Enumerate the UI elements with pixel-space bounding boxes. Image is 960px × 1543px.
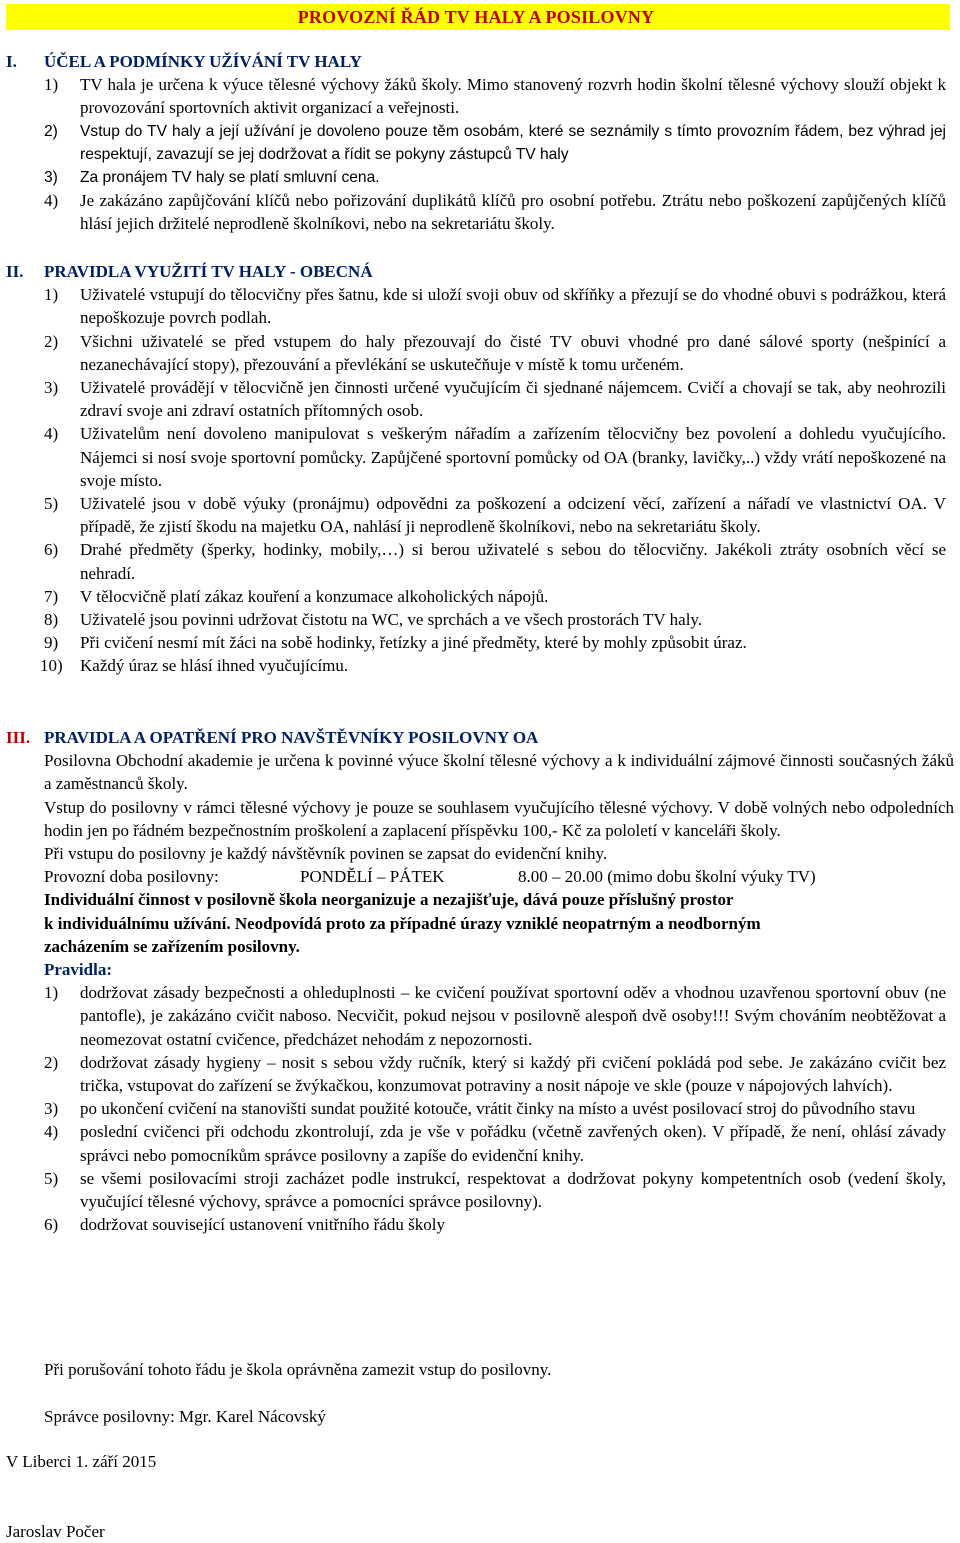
list-item: 1) TV hala je určena k výuce tělesné výchovy žáků školy. Mimo stanovený rozvrh hodin školní tělesné výchovy slouží objekt k provozování sportovních aktivit organizací a veřejnosti. [44,75,946,118]
place-date: V Liberci 1. září 2015 [6,1452,157,1471]
list-item: 3) po ukončení cvičení na stanovišti sundat použité kotouče, vrátit činky na místo a uvést posilovací stroj do původního stavu [44,1099,916,1119]
notice-line: Individuální činnost v posilovně škola neorganizuje a nezajišťuje, dává pouze příslušný prostor [44,890,734,910]
list-item: 3) Za pronájem TV haly se platí smluvní cena. [44,169,380,187]
list-item: 5) se všemi posilovacími stroji zacházet podle instrukcí, respektovat a dodržovat pokyny kompetentních osob (vedení školy, vyučující tělesné výchovy, správce a pomocníci správce posilovny). [44,1168,946,1212]
list-item: 8) Uživatelé jsou povinni udržovat čistotu na WC, ve sprchách a ve všech prostorách TV haly. [44,610,703,630]
list-item: 2) Vstup do TV haly a její užívání je dovoleno pouze těm osobám, které se seznámily s tímto provozním řádem, bez výhrad jej respektují, zavazují se jej dodržovat a řídit se pokyny zástupců TV haly [44,122,946,163]
list-item: 10) Každý úraz se hlásí ihned vyučujícímu. [40,656,349,676]
paragraph: Posilovna Obchodní akademie je určena k povinné výuce školní tělesné výchovy a k individuální zájmové činnosti současných žáků a zaměstnanců školy. [44,751,954,794]
list-item: 1) Uživatelé vstupují do tělocvičny přes šatnu, kde si uloží svoji obuv od skříňky a přezují se do vhodné obuvi s podrážkou, která nepoškozuje povrch podlah. [44,285,946,328]
violation-note: Při porušování tohoto řádu je škola oprávněna zamezit vstup do posilovny. [44,1360,552,1379]
list-item: 6) dodržovat související ustanovení vnitřního řádu školy [44,1215,445,1235]
rules-heading: Pravidla: [44,960,112,980]
notice-line: k individuálnímu užívání. Neodpovídá proto za případné úrazy vzniklé neopatrným a neodborným [44,913,761,933]
posilovna-admin: Správce posilovny: Mgr. Karel Nácovský [44,1407,326,1426]
list-item: 4) Uživatelům není dovoleno manipulovat s veškerým nářadím a zařízením tělocvičny bez povolení a dohledu vyučujícího. Nájemci si nosí svoje sportovní pomůcky. Zapůjčené sportovní pomůcky od OA (branky, lavičky,..) vždy vrátí nepoškozené na svoje místo. [44,424,946,490]
list-item: 9) Při cvičení nesmí mít žáci na sobě hodinky, řetízky a jiné předměty, které by mohly způsobit úraz. [44,633,747,653]
list-item: 5) Uživatelé jsou v době výuky (pronájmu) odpovědni za poškození a odcizení věcí, zařízení a nářadí ve vlastnictví OA. V případě, že zjistí škodu na majetku OA, nahlásí ji neprodleně školníkovi, nebo na sekretariátu školy. [44,494,946,537]
document-title: PROVOZNÍ ŘÁD TV HALY A POSILOVNY [6,4,950,30]
paragraph: Vstup do posilovny v rámci tělesné výchovy je pouze se souhlasem vyučujícího tělesné výchovy. V době volných nebo odpoledních hodin jen po řádném bezpečnostním proškolení a zaplacení příspěvku 100,- Kč za pololetí v kanceláři školy. [44,797,954,840]
paragraph: Při vstupu do posilovny je každý návštěvník povinen se zapsat do evidenční knihy. [44,844,608,864]
list-item: 4) poslední cvičenci při odchodu zkontrolují, zda je vše v pořádku (včetně zavřených oken). V případě, že není, ohlásí závady správci nebo pomocníkům správce posilovny a zapíše do evidenční knihy. [44,1122,946,1165]
opening-hours [0,865,954,888]
section-1 [0,50,960,236]
list-item: 2) Všichni uživatelé se před vstupem do haly přezouvají do čisté TV obuvi vhodné pro dané sálové sporty (nešpinící a nezanechávající stopy), přezouvání a převlékání se uskutečňuje v místě k tomu určeném. [44,331,946,374]
list-item: 1) dodržovat zásady bezpečnosti a ohleduplnosti – ke cvičení používat sportovní oděv a vhodnou uzavřenou sportovní obuv (ne pantofle), je zakázáno cvičit naboso. Necvičit, pokud nejsou v posilovně alespoň dvě osoby!!! Svým chováním neobtěžovat a neomezovat ostatní cvičence, předcházet nehodám z nepozornosti. [44,983,946,1049]
section-heading: I. ÚČEL A PODMÍNKY UŽÍVÁNÍ TV HALY [6,52,362,71]
list-item: 7) V tělocvičně platí zákaz kouření a konzumace alkoholických nápojů. [44,586,549,606]
hours-time: 8.00 – 20.00 (mimo dobu školní výuky TV) [518,867,816,887]
signature-name: Jaroslav Počer [6,1522,105,1541]
section-heading: II. PRAVIDLA VYUŽITÍ TV HALY - OBECNÁ [6,262,373,281]
list-item: 6) Drahé předměty (šperky, hodinky, mobily,…) si berou uživatelé s sebou do tělocvičny. Jakékoli ztráty osobních věcí se nehradí. [44,540,946,583]
list-item: 3) Uživatelé provádějí v tělocvičně jen činnosti určené vyučujícím či sjednané nájemcem. Cvičí a chovají se tak, aby neohrozili zdraví svoje ani zdraví ostatních přítomných osob. [44,378,946,421]
section-3 [0,726,960,1236]
section-heading: III. PRAVIDLA A OPATŘENÍ PRO NAVŠTĚVNÍKY POSILOVNY OA [6,728,539,747]
hours-days: PONDĚLÍ – PÁTEK [300,867,445,887]
hours-label: Provozní doba posilovny: [44,867,219,887]
list-item: 2) dodržovat zásady hygieny – nosit s sebou vždy ručník, který si každý při cvičení pokládá pod sebe. Je zakázáno cvičit bez trička, vstupovat do zařízení se žvýkačkou, konzumovat potraviny a nosit nápoje ve skle (pouze v nápojových lahvích). [44,1052,946,1096]
section-2 [0,260,960,678]
list-item: 4) Je zakázáno zapůjčování klíčů nebo pořizování duplikátů klíčů pro osobní potřebu. Ztrátu nebo poškození zapůjčených klíčů hlásí jejich držitelé neprodleně školníkovi, nebo na sekretariátu školy. [44,191,946,234]
notice-line: zacházením se zařízením posilovny. [44,936,300,956]
